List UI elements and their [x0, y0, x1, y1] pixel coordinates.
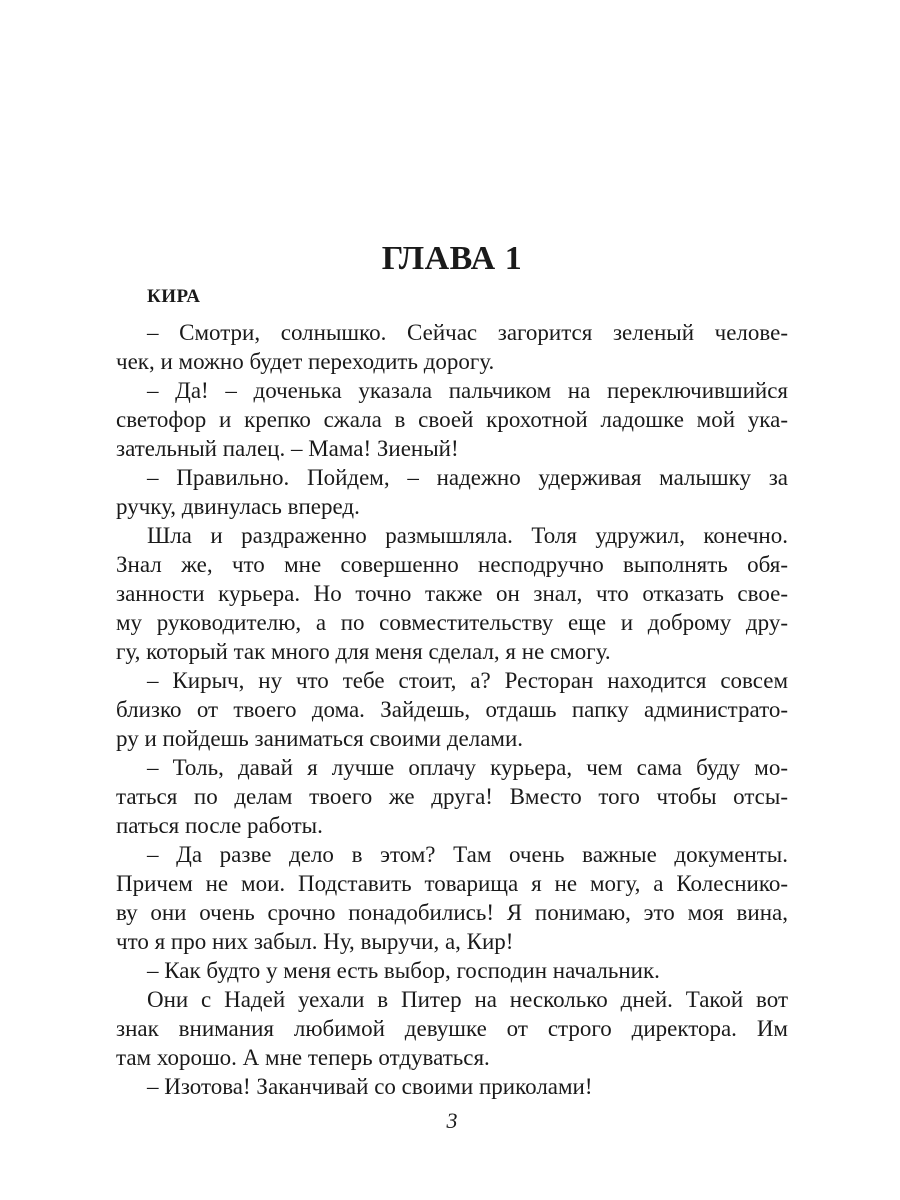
- text-line: – Да! – доченька указала пальчиком на переключившийся: [147, 378, 788, 403]
- text-line: Шла и раздраженно размышляла. Толя удружил, конечно.: [147, 523, 788, 548]
- text-line: – Да разве дело в этом? Там очень важные документы.: [147, 842, 788, 867]
- text-line: – Толь, давай я лучше оплачу курьера, чем сама буду мо-: [147, 755, 788, 780]
- text-line: Знал же, что мне совершенно неcподручно выполнять обя-: [116, 552, 788, 577]
- text-line: паться после работы.: [116, 813, 323, 838]
- text-line: – Как будто у меня есть выбор, господин начальник.: [147, 958, 660, 983]
- page-number: 3: [446, 1108, 458, 1133]
- text-line: там хорошо. А мне теперь отдуваться.: [116, 1045, 490, 1070]
- text-line: знак внимания любимой девушке от строго директора. Им: [116, 1016, 788, 1041]
- text-line: светофор и крепко сжала в своей крохотной ладошке мой ука-: [116, 407, 788, 432]
- body-text: [116, 318, 788, 1101]
- book-page: [116, 0, 788, 1200]
- text-line: ру и пойдешь заниматься своими делами.: [116, 726, 524, 751]
- text-line: му руководителю, а по совместительству еще и доброму дру-: [116, 610, 788, 635]
- text-line: занности курьера. Но точно также он знал, что отказать свое-: [116, 581, 788, 606]
- chapter-title: ГЛАВА 1: [381, 240, 523, 277]
- text-line: гу, который так много для меня сделал, я не смогу.: [116, 639, 611, 664]
- text-line: – Кирыч, ну что тебе стоит, а? Ресторан находится совсем: [147, 668, 788, 693]
- text-line: близко от твоего дома. Зайдешь, отдашь папку администрато-: [116, 697, 788, 722]
- text-line: – Правильно. Пойдем, – надежно удерживая малышку за: [147, 465, 788, 490]
- text-line: Причем не мои. Подставить товарища я не могу, а Колеснико-: [116, 871, 788, 896]
- text-line: чек, и можно будет переходить дорогу.: [116, 349, 495, 374]
- text-line: таться по делам твоего же друга! Вместо того чтобы отсы-: [116, 784, 788, 809]
- text-line: Они с Надей уехали в Питер на несколько дней. Такой вот: [147, 987, 788, 1012]
- text-line: – Изотова! Заканчивай со своими приколами!: [147, 1074, 593, 1099]
- text-line: что я про них забыл. Ну, выручи, а, Кир!: [116, 929, 514, 954]
- text-line: ручку, двинулась вперед.: [116, 494, 360, 519]
- text-line: зательный палец. – Мама! Зиеный!: [116, 436, 459, 461]
- chapter-pov-heading: КИРА: [147, 286, 201, 307]
- text-line: ву они очень срочно понадобились! Я понимаю, это моя вина,: [116, 900, 788, 925]
- text-line: – Смотри, солнышко. Сейчас загорится зеленый челове-: [147, 320, 788, 345]
